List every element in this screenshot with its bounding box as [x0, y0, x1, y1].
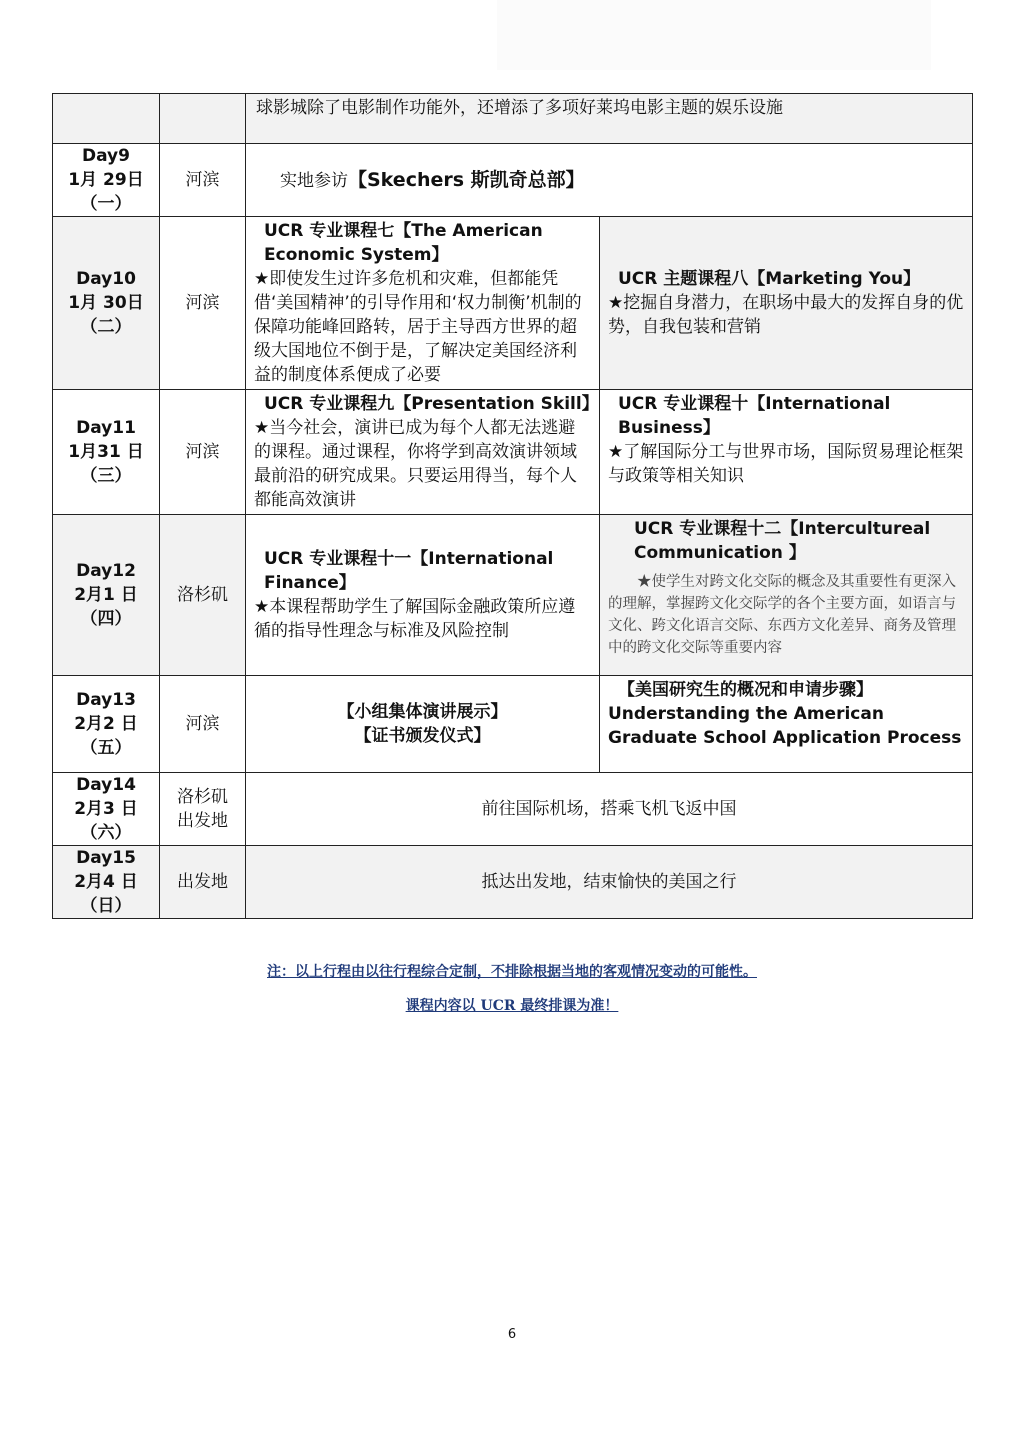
weekday-label: （一） — [80, 194, 132, 214]
row-content-prefix: 实地参访 — [280, 170, 348, 191]
course-description: ★使学生对跨文化交际的概念及其重要性有更深入的理解，掌握跨文化交际学的各个主要方面，如语言与文化、跨文化语言交际、东西方文化差异、商务及管理中的跨文化交际等重要内容 — [608, 574, 956, 656]
course-description: ★当今社会，演讲已成为每个人都无法逃避的课程。通过课程，你将学到高效演讲领域最前沿的研究成果。只要运用得当，每个人都能高效演讲 — [254, 418, 577, 510]
row-content: 前往国际机场，搭乘飞机飞返中国 — [246, 773, 973, 846]
course-title: UCR 专业课程十一【International Finance】 — [264, 549, 554, 593]
place-cell: 河滨 — [160, 676, 246, 773]
date-label: 1月 30日 — [68, 293, 144, 313]
day-cell — [53, 846, 160, 919]
course-title: UCR 专业课程七【The American Economic System】 — [264, 221, 543, 265]
note-text: 课程内容以 UCR 最终排课为准！ — [405, 998, 619, 1014]
header-blank-area — [497, 0, 931, 70]
course-description: ★挖掘自身潜力，在职场中最大的发挥自身的优势，自我包装和营销 — [608, 293, 964, 337]
day-cell — [53, 390, 160, 515]
course-title: UCR 专业课程十二【Intercultureal Communication 】 — [634, 519, 931, 563]
day-label: Day12 — [76, 561, 136, 581]
weekday-label: （二） — [80, 317, 132, 337]
place-cell — [160, 773, 246, 846]
table-row — [53, 144, 973, 217]
place-line: 出发地 — [177, 811, 228, 831]
day-label: Day10 — [76, 269, 136, 289]
course-title: UCR 专业课程十【International Business】 — [618, 394, 891, 438]
row-content-highlight: 【Skechers 斯凯奇总部】 — [348, 168, 585, 191]
weekday-label: （五） — [80, 738, 132, 758]
place-cell: 洛杉矶 — [160, 515, 246, 676]
table-row — [53, 676, 973, 773]
weekday-label: （日） — [80, 896, 132, 916]
day-cell — [53, 773, 160, 846]
event-line: 【小组集体演讲展示】 — [337, 702, 508, 722]
weekday-label: （四） — [80, 609, 132, 629]
place-cell: 河滨 — [160, 144, 246, 217]
page-number: 6 — [507, 1327, 517, 1342]
day-cell — [53, 515, 160, 676]
day-cell — [53, 144, 160, 217]
date-label: 2月2 日 — [74, 714, 138, 734]
table-row — [53, 515, 973, 676]
day-cell — [53, 94, 160, 144]
row-content: 球影城除了电影制作功能外，还增添了多项好莱坞电影主题的娱乐设施 — [256, 98, 783, 118]
place-cell — [160, 94, 246, 144]
weekday-label: （六） — [80, 823, 132, 843]
note-line — [0, 961, 1024, 981]
day-cell — [53, 217, 160, 390]
event-subtitle: Understanding the American Graduate School Application Process — [608, 704, 962, 748]
event-line: 【证书颁发仪式】 — [354, 726, 491, 746]
table-row — [53, 217, 973, 390]
note-line — [0, 995, 1024, 1015]
place-cell: 河滨 — [160, 217, 246, 390]
date-label: 1月 29日 — [68, 170, 144, 190]
table-row — [53, 390, 973, 515]
table-row — [53, 94, 973, 144]
day-label: Day14 — [76, 775, 136, 795]
note-text: 注：以上行程由以往行程综合定制，不排除根据当地的客观情况变动的可能性。 — [267, 964, 757, 980]
course-title: UCR 专业课程九【Presentation Skill】 — [264, 394, 599, 414]
event-title: 【美国研究生的概况和申请步骤】 — [618, 680, 873, 700]
table-row — [53, 773, 973, 846]
date-label: 1月31 日 — [68, 442, 144, 462]
itinerary-table — [52, 93, 973, 919]
course-description: ★了解国际分工与世界市场，国际贸易理论框架与政策等相关知识 — [608, 442, 964, 486]
place-line: 洛杉矶 — [177, 787, 228, 807]
course-description: ★即使发生过许多危机和灾难，但都能凭借‘美国精神’的引导作用和‘权力制衡’机制的保障功能峰回路转，居于主导西方世界的超级大国地位不倒于是，了解决定美国经济利益的制度体系便成了必要 — [254, 269, 582, 385]
day-label: Day13 — [76, 690, 136, 710]
date-label: 2月4 日 — [74, 872, 138, 892]
place-cell: 河滨 — [160, 390, 246, 515]
row-content: 抵达出发地，结束愉快的美国之行 — [246, 846, 973, 919]
weekday-label: （三） — [80, 466, 132, 486]
day-label: Day9 — [82, 146, 130, 166]
course-description: ★本课程帮助学生了解国际金融政策所应遵循的指导性理念与标准及风险控制 — [254, 597, 576, 641]
place-cell: 出发地 — [160, 846, 246, 919]
day-label: Day11 — [76, 418, 136, 438]
date-label: 2月3 日 — [74, 799, 138, 819]
day-cell — [53, 676, 160, 773]
course-title: UCR 主题课程八【Marketing You】 — [618, 269, 921, 289]
date-label: 2月1 日 — [74, 585, 138, 605]
day-label: Day15 — [76, 848, 136, 868]
table-row — [53, 846, 973, 919]
